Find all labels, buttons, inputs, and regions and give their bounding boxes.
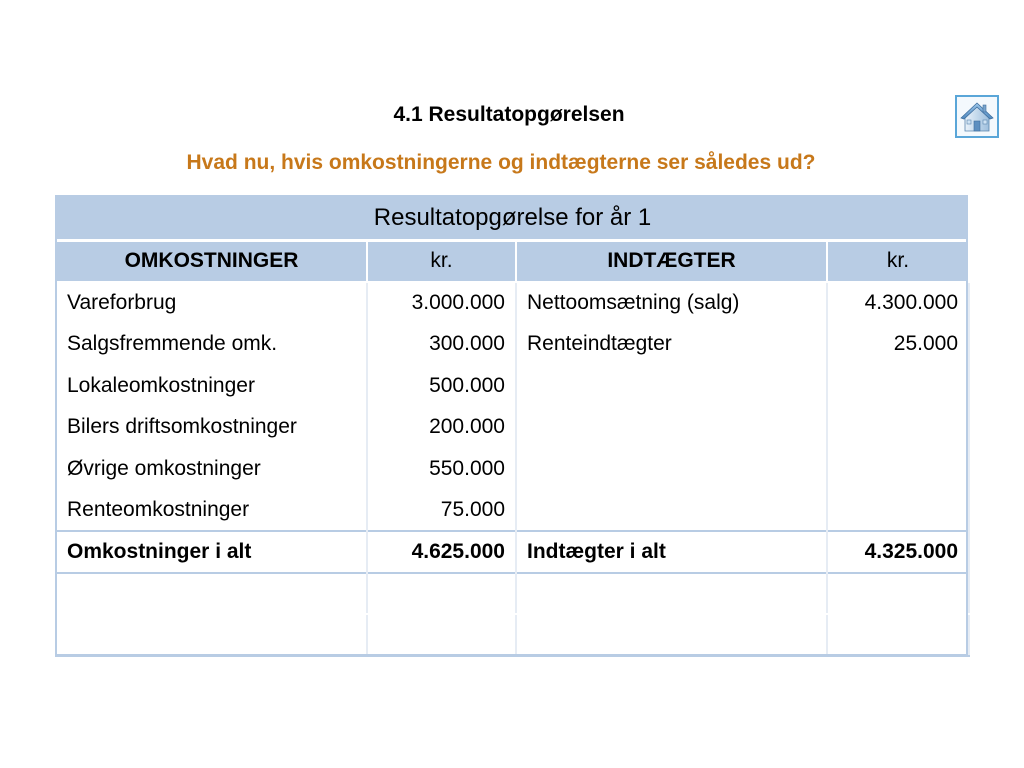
cost-label: Bilers driftsomkostninger [56,406,367,448]
cost-amount: 200.000 [367,406,516,448]
income-statement-table [55,195,970,657]
income-amount: 4.300.000 [827,282,969,324]
empty-cell [367,614,516,656]
cost-amount: 500.000 [367,365,516,407]
cost-amount: 300.000 [367,323,516,365]
table-row [56,490,969,532]
income-label: Renteindtægter [516,323,827,365]
total-cost-label: Omkostninger i alt [56,531,367,573]
table-caption-row [56,196,969,240]
home-button[interactable] [955,95,999,138]
table-row [56,323,969,365]
income-amount [827,448,969,490]
table-row [56,365,969,407]
cost-label: Salgsfremmende omk. [56,323,367,365]
header-income-amount: kr. [827,240,969,282]
empty-cell [827,573,969,615]
empty-row [56,573,969,615]
total-income-amount: 4.325.000 [827,531,969,573]
header-cost-amount: kr. [367,240,516,282]
empty-cell [367,573,516,615]
table-header-row [56,240,969,282]
totals-row [56,531,969,573]
header-costs: OMKOSTNINGER [56,240,367,282]
cost-amount: 3.000.000 [367,282,516,324]
empty-row [56,614,969,656]
empty-cell [56,614,367,656]
income-label [516,448,827,490]
income-amount [827,406,969,448]
income-label [516,490,827,532]
income-amount [827,365,969,407]
total-income-label: Indtægter i alt [516,531,827,573]
cost-label: Vareforbrug [56,282,367,324]
slide-subtitle: Hvad nu, hvis omkostningerne og indtægterne ser således ud? [186,151,816,174]
empty-cell [516,573,827,615]
home-icon [957,97,997,136]
income-amount: 25.000 [827,323,969,365]
table-row [56,448,969,490]
cost-amount: 550.000 [367,448,516,490]
cost-label: Lokaleomkostninger [56,365,367,407]
cost-label: Øvrige omkostninger [56,448,367,490]
table-caption: Resultatopgørelse for år 1 [56,196,969,240]
cost-amount: 75.000 [367,490,516,532]
empty-cell [827,614,969,656]
income-amount [827,490,969,532]
income-label [516,406,827,448]
cost-label: Renteomkostninger [56,490,367,532]
income-label: Nettoomsætning (salg) [516,282,827,324]
table-row [56,406,969,448]
income-label [516,365,827,407]
table-row [56,282,969,324]
empty-cell [516,614,827,656]
total-cost-amount: 4.625.000 [367,531,516,573]
header-income: INDTÆGTER [516,240,827,282]
empty-cell [56,573,367,615]
slide-title: 4.1 Resultatopgørelsen [393,103,625,126]
